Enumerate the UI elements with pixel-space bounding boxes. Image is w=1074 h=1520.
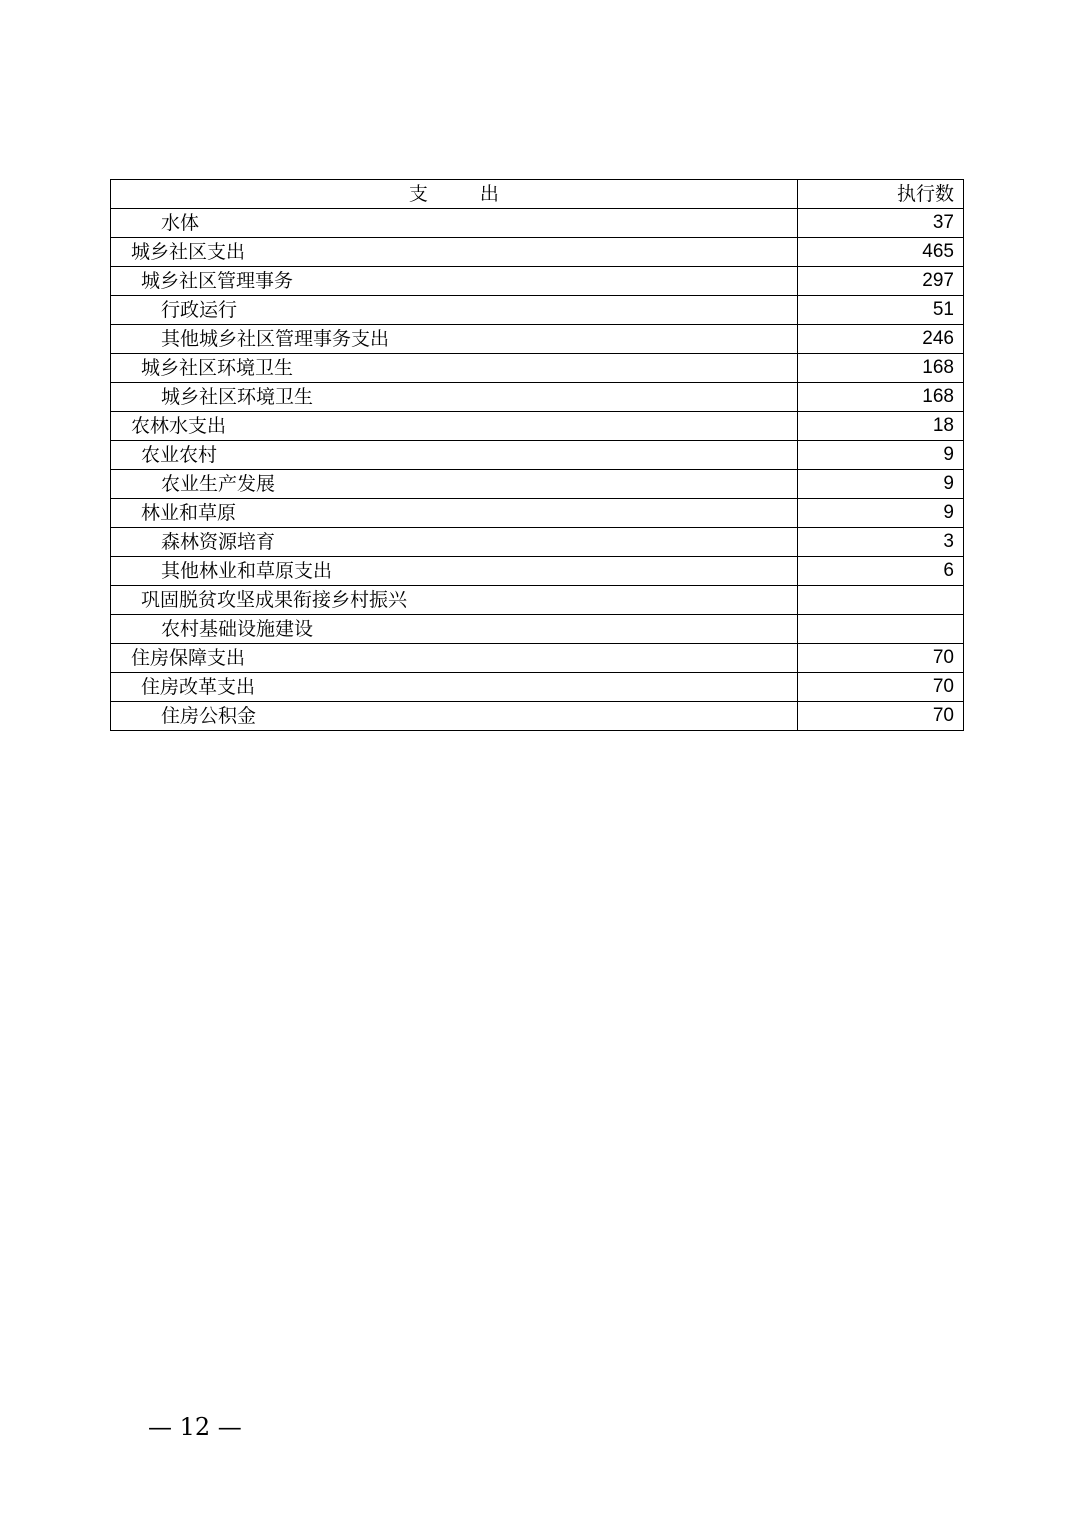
table-row — [111, 412, 964, 441]
row-item-name: 城乡社区支出 — [111, 238, 798, 267]
table-row — [111, 325, 964, 354]
table-row — [111, 528, 964, 557]
row-item-name: 住房改革支出 — [111, 673, 798, 702]
row-item-name: 住房公积金 — [111, 702, 798, 731]
table-row — [111, 615, 964, 644]
row-executed-amount: 9 — [797, 499, 963, 528]
table-row — [111, 383, 964, 412]
row-executed-amount: 70 — [797, 702, 963, 731]
row-item-name: 城乡社区环境卫生 — [111, 354, 798, 383]
table-row — [111, 586, 964, 615]
table-body — [111, 209, 964, 731]
table-row — [111, 557, 964, 586]
row-executed-amount: 18 — [797, 412, 963, 441]
row-executed-amount — [797, 586, 963, 615]
table-row — [111, 209, 964, 238]
table-row — [111, 267, 964, 296]
row-executed-amount: 70 — [797, 644, 963, 673]
row-item-name: 其他林业和草原支出 — [111, 557, 798, 586]
table-row — [111, 238, 964, 267]
row-item-name: 其他城乡社区管理事务支出 — [111, 325, 798, 354]
row-item-name: 巩固脱贫攻坚成果衔接乡村振兴 — [111, 586, 798, 615]
row-item-name: 农林水支出 — [111, 412, 798, 441]
header-expenditure-char-2: 出 — [479, 183, 499, 205]
row-item-name: 农业农村 — [111, 441, 798, 470]
page-number: — 12 — — [148, 1413, 242, 1441]
table-row — [111, 441, 964, 470]
header-expenditure-char-1: 支 — [408, 183, 428, 205]
row-executed-amount: 465 — [797, 238, 963, 267]
row-item-name: 城乡社区管理事务 — [111, 267, 798, 296]
expenditure-table — [110, 179, 964, 731]
row-item-name: 行政运行 — [111, 296, 798, 325]
row-item-name: 森林资源培育 — [111, 528, 798, 557]
row-item-name: 农业生产发展 — [111, 470, 798, 499]
table-row — [111, 644, 964, 673]
row-item-name: 林业和草原 — [111, 499, 798, 528]
row-executed-amount: 3 — [797, 528, 963, 557]
row-executed-amount: 37 — [797, 209, 963, 238]
row-executed-amount: 168 — [797, 383, 963, 412]
row-executed-amount: 9 — [797, 470, 963, 499]
row-item-name: 城乡社区环境卫生 — [111, 383, 798, 412]
table-row — [111, 702, 964, 731]
table-header-row — [111, 180, 964, 209]
row-executed-amount: 51 — [797, 296, 963, 325]
row-executed-amount: 9 — [797, 441, 963, 470]
table-row — [111, 499, 964, 528]
table-row — [111, 673, 964, 702]
table-row — [111, 354, 964, 383]
row-item-name: 水体 — [111, 209, 798, 238]
row-executed-amount — [797, 615, 963, 644]
table-row — [111, 296, 964, 325]
table-row — [111, 470, 964, 499]
header-expenditure — [111, 180, 798, 209]
row-executed-amount: 6 — [797, 557, 963, 586]
row-executed-amount: 70 — [797, 673, 963, 702]
header-executed-amount: 执行数 — [797, 180, 963, 209]
row-item-name: 住房保障支出 — [111, 644, 798, 673]
row-executed-amount: 168 — [797, 354, 963, 383]
row-executed-amount: 246 — [797, 325, 963, 354]
row-item-name: 农村基础设施建设 — [111, 615, 798, 644]
row-executed-amount: 297 — [797, 267, 963, 296]
